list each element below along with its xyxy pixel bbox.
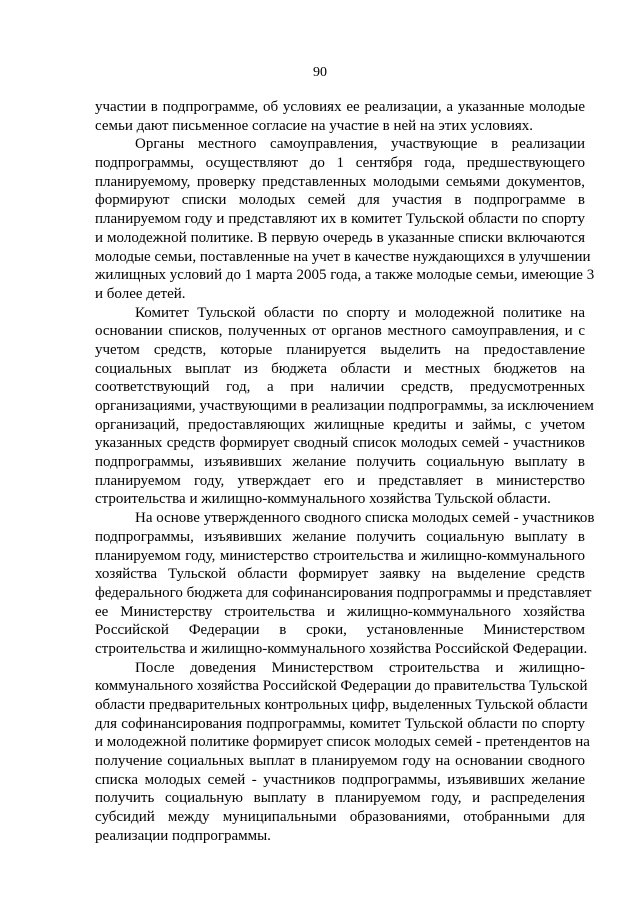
text-line: социальных выплат из бюджета области и местных бюджетов на <box>95 360 585 377</box>
text-line: Органы местного самоуправления, участвующие в реализации <box>135 136 585 153</box>
text-line: Комитет Тульской области по спорту и молодежной политике на <box>135 304 585 321</box>
page-number: 90 <box>313 65 327 80</box>
text-line: и молодежной политике. В первую очередь в указанные списки включаются <box>95 229 585 246</box>
text-line: основании списков, полученных от органов местного самоуправления, и с <box>95 323 585 340</box>
text-line: реализации подпрограммы. <box>95 827 271 844</box>
text-line: федерального бюджета для софинансирования подпрограммы и представляет <box>95 584 592 601</box>
text-line: списка молодых семей - участников подпрограммы, изъявивших желание <box>95 771 585 788</box>
text-line: планируемом году, утверждает его и представляет в министерство <box>95 472 585 489</box>
text-line: планируемому, проверку представленных молодыми семьями документов, <box>95 173 585 190</box>
text-line: для софинансирования подпрограммы, комитет Тульской области по спорту <box>95 715 585 732</box>
text-line: организаций, предоставляющих жилищные кредиты и займы, с учетом <box>95 416 585 433</box>
text-line: После доведения Министерством строительства и жилищно- <box>135 659 585 676</box>
text-line: подпрограммы, изъявивших желание получить социальную выплату в <box>95 528 585 545</box>
text-line: хозяйства Тульской области формирует заявку на выделение средств <box>95 566 585 583</box>
text-line: планируемом году и представляют их в комитет Тульской области по спорту <box>95 211 585 228</box>
text-line: строительства и жилищно-коммунального хозяйства Российской Федерации. <box>95 640 588 657</box>
paragraph <box>95 98 585 135</box>
text-line: и молодежной политике формирует список молодых семей - претендентов на <box>95 734 590 751</box>
text-line: указанных средств формирует сводный список молодых семей - участников <box>95 435 585 452</box>
paragraph <box>95 509 595 659</box>
text-line: ее Министерству строительства и жилищно-коммунального хозяйства <box>95 603 585 620</box>
text-line: семьи дают письменное согласие на участие в ней на этих условиях. <box>95 117 534 134</box>
text-line: организациями, участвующими в реализации подпрограммы, за исключением <box>95 398 594 414</box>
text-line: планируемом году, министерство строительства и жилищно-коммунального <box>95 547 585 564</box>
paragraph <box>95 304 594 510</box>
text-line: коммунального хозяйства Российской Федерации до правительства Тульской <box>95 678 588 695</box>
text-line: подпрограммы, осуществляют до 1 сентября года, предшествующего <box>95 155 585 172</box>
text-line: получить социальную выплату в планируемом году, и распределения <box>95 790 585 807</box>
document-body <box>95 98 595 846</box>
text-line: и более детей. <box>95 285 186 302</box>
text-line: Российской Федерации в сроки, установленные Министерством <box>95 622 585 639</box>
text-line: строительства и жилищно-коммунального хозяйства Тульской области. <box>95 491 551 508</box>
text-line: молодые семьи, поставленные на учет в качестве нуждающихся в улучшении <box>95 248 591 265</box>
text-line: получение социальных выплат в планируемом году на основании сводного <box>95 753 585 770</box>
text-line: формируют списки молодых семей для участия в подпрограмме в <box>95 192 585 209</box>
text-line: подпрограммы, изъявивших желание получить социальную выплату в <box>95 454 585 471</box>
paragraph <box>95 135 595 303</box>
text-line: области предварительных контрольных цифр, выделенных Тульской области <box>95 697 588 713</box>
text-line: участии в подпрограмме, об условиях ее реализации, а указанные молодые <box>95 99 585 115</box>
text-line: На основе утвержденного сводного списка молодых семей - участников <box>135 510 595 527</box>
text-line: субсидий между муниципальными образованиями, отобранными для <box>95 809 585 826</box>
text-line: жилищных условий до 1 марта 2005 года, а также молодые семьи, имеющие 3 <box>95 267 595 284</box>
text-line: соответствующий год, а при наличии средств, предусмотренных <box>95 379 585 396</box>
paragraph <box>95 659 590 846</box>
text-line: учетом средств, которые планируется выделить на предоставление <box>95 341 585 358</box>
